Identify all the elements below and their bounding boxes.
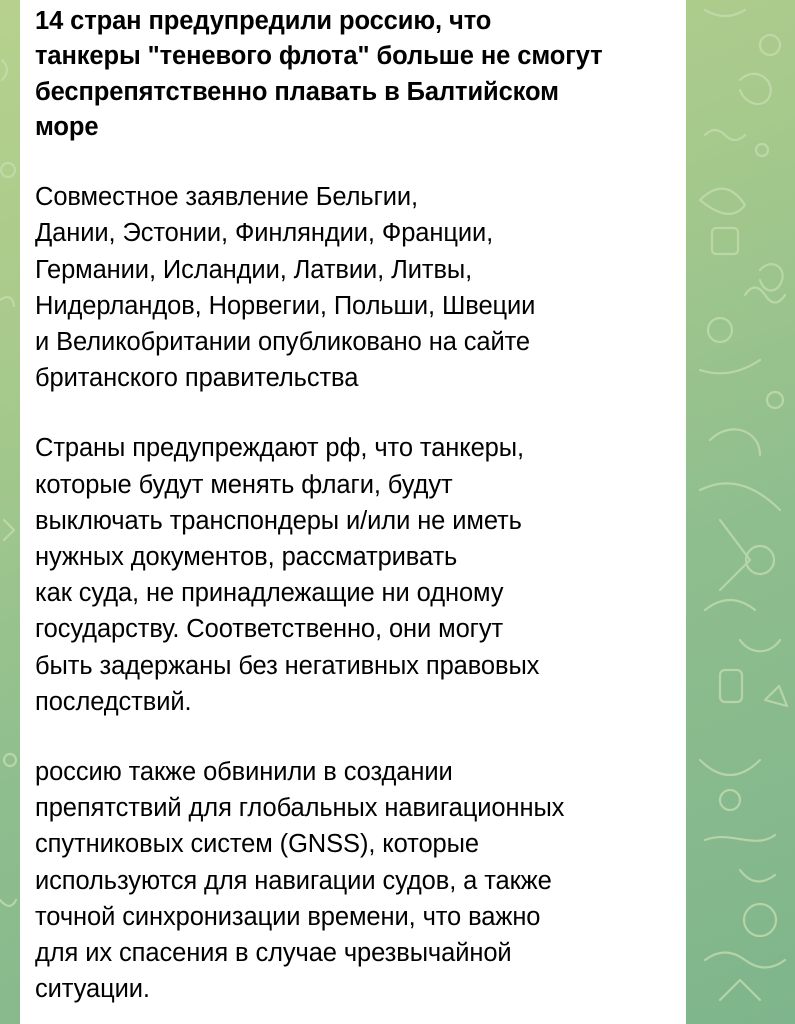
- message-paragraph-1: Совместное заявление Бельгии, Дании, Эстонии, Финляндии, Франции, Германии, Исландии, Латвии, Литвы, Нидерландов, Норвегии, Польши, Швеции и Великобритании опубликовано на сайте британского правительства: [35, 183, 536, 393]
- message-paragraph-3: россию также обвинили в создании препятствий для глобальных навигационных спутниковых систем (GNSS), которые используются для навигации судов, а также точной синхронизации времени, что важно для их спасения в случае чрезвычайной ситуации.: [35, 758, 565, 1004]
- message-bubble[interactable]: [20, 0, 686, 1024]
- paragraph-gap: [35, 396, 672, 430]
- paragraph-gap: [35, 720, 672, 754]
- paragraph-gap: [35, 145, 672, 179]
- message-paragraph-2: Страны предупреждают рф, что танкеры, которые будут менять флаги, будут выключать транспондеры и/или не иметь нужных документов, рассматривать как суда, не принадлежащие ни одному государству. Соответственно, они могут быть задержаны без негативных правовых последствий.: [35, 434, 540, 716]
- message-title: 14 стран предупредили россию, что танкеры "теневого флота" больше не смогут беспрепятственно плавать в Балтийском море: [35, 7, 603, 141]
